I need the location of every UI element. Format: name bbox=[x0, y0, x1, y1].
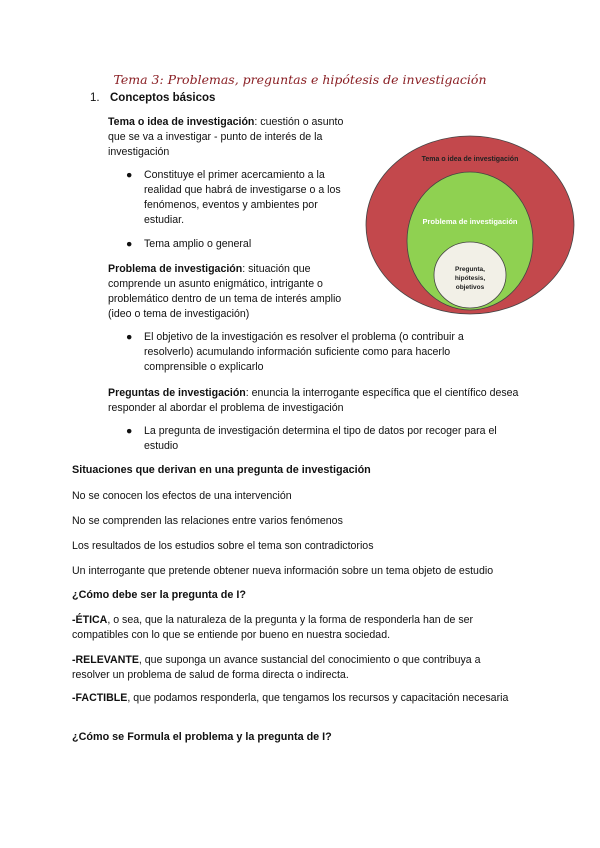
situacion-item: Un interrogante que pretende obtener nueva información sobre un tema objeto de estudio bbox=[72, 565, 494, 577]
tema-definition bbox=[108, 115, 348, 160]
criterio-text: , que suponga un avance sustancial del conocimiento o que contribuya a resolver un problema de salud de forma directa o indirecta. bbox=[72, 654, 481, 681]
tema-bullet-text: Tema amplio o general bbox=[144, 238, 252, 250]
tema-bullet-2 bbox=[126, 237, 354, 252]
preguntas-bullet-text: La pregunta de investigación determina el tipo de datos por recoger para el estudio bbox=[144, 425, 497, 452]
section-number: 1. bbox=[90, 92, 100, 104]
criterio-term: -FACTIBLE bbox=[72, 692, 128, 704]
criterio-factible bbox=[72, 691, 512, 706]
middle-label: Problema de investigación bbox=[422, 217, 518, 226]
outer-label: Tema o idea de investigación bbox=[421, 156, 519, 163]
preguntas-bullet-1 bbox=[126, 424, 524, 454]
concept-nested-diagram bbox=[364, 130, 580, 320]
criterio-text: , o sea, que la naturaleza de la pregunta y la forma de responderla han de ser compatibles con lo que se entiende por bueno en nuestra sociedad. bbox=[72, 614, 474, 641]
criterio-term: -ÉTICA bbox=[72, 614, 108, 626]
criterio-text: , que podamos responderla, que tengamos los recursos y capacitación necesaria bbox=[127, 692, 509, 704]
problema-text: : situación que comprende un asunto enigmático, intrigante o problemático dentro de un tema de interés amplio (ideo o tema de investigación) bbox=[108, 263, 342, 320]
situacion-item: No se comprenden las relaciones entre varios fenómenos bbox=[72, 515, 343, 527]
como-debe-heading: ¿Cómo debe ser la pregunta de I? bbox=[72, 589, 246, 601]
situacion-item: No se conocen los efectos de una intervención bbox=[72, 490, 292, 502]
bullet-dot: ● bbox=[126, 425, 133, 437]
criterio-term: -RELEVANTE bbox=[72, 654, 139, 666]
inner-label-2: hipótesis, bbox=[454, 275, 486, 282]
page-title: Tema 3: Problemas, preguntas e hipótesis de investigación bbox=[113, 72, 487, 87]
situacion-item: Los resultados de los estudios sobre el tema son contradictorios bbox=[72, 540, 374, 552]
inner-label-3: objetivos bbox=[455, 284, 485, 291]
inner-label-1: Pregunta, bbox=[455, 266, 485, 273]
preguntas-text: : enuncia la interrogante específica que el científico desea responder al abordar el problema de investigación bbox=[108, 387, 519, 414]
bullet-dot: ● bbox=[126, 238, 133, 250]
tema-bullet-text: Constituye el primer acercamiento a la realidad que habrá de investigarse o a los fenómenos, eventos y ambientes por estudiar. bbox=[144, 169, 341, 226]
criterio-etica bbox=[72, 613, 512, 643]
problema-bullet-text: El objetivo de la investigación es resolver el problema (o contribuir a resolverlo) acumulando información suficiente como para hacerlo comprensible o explicarlo bbox=[144, 331, 464, 373]
preguntas-definition bbox=[108, 386, 523, 416]
bullet-dot: ● bbox=[126, 331, 133, 343]
situaciones-heading: Situaciones que derivan en una pregunta de investigación bbox=[72, 464, 371, 476]
section-title: Conceptos básicos bbox=[110, 92, 216, 104]
tema-bullet-1 bbox=[126, 168, 354, 228]
section-heading-conceptos bbox=[90, 92, 215, 104]
problema-definition bbox=[108, 262, 344, 322]
bullet-dot: ● bbox=[126, 169, 133, 181]
problema-bullet-1 bbox=[126, 330, 504, 375]
como-formula-heading: ¿Cómo se Formula el problema y la pregunta de I? bbox=[72, 731, 332, 743]
preguntas-term: Preguntas de investigación bbox=[108, 387, 246, 399]
tema-text: : cuestión o asunto que se va a investigar - punto de interés de la investigación bbox=[108, 116, 344, 158]
criterio-relevante bbox=[72, 653, 512, 683]
problema-term: Problema de investigación bbox=[108, 263, 243, 275]
tema-term: Tema o idea de investigación bbox=[108, 116, 255, 128]
